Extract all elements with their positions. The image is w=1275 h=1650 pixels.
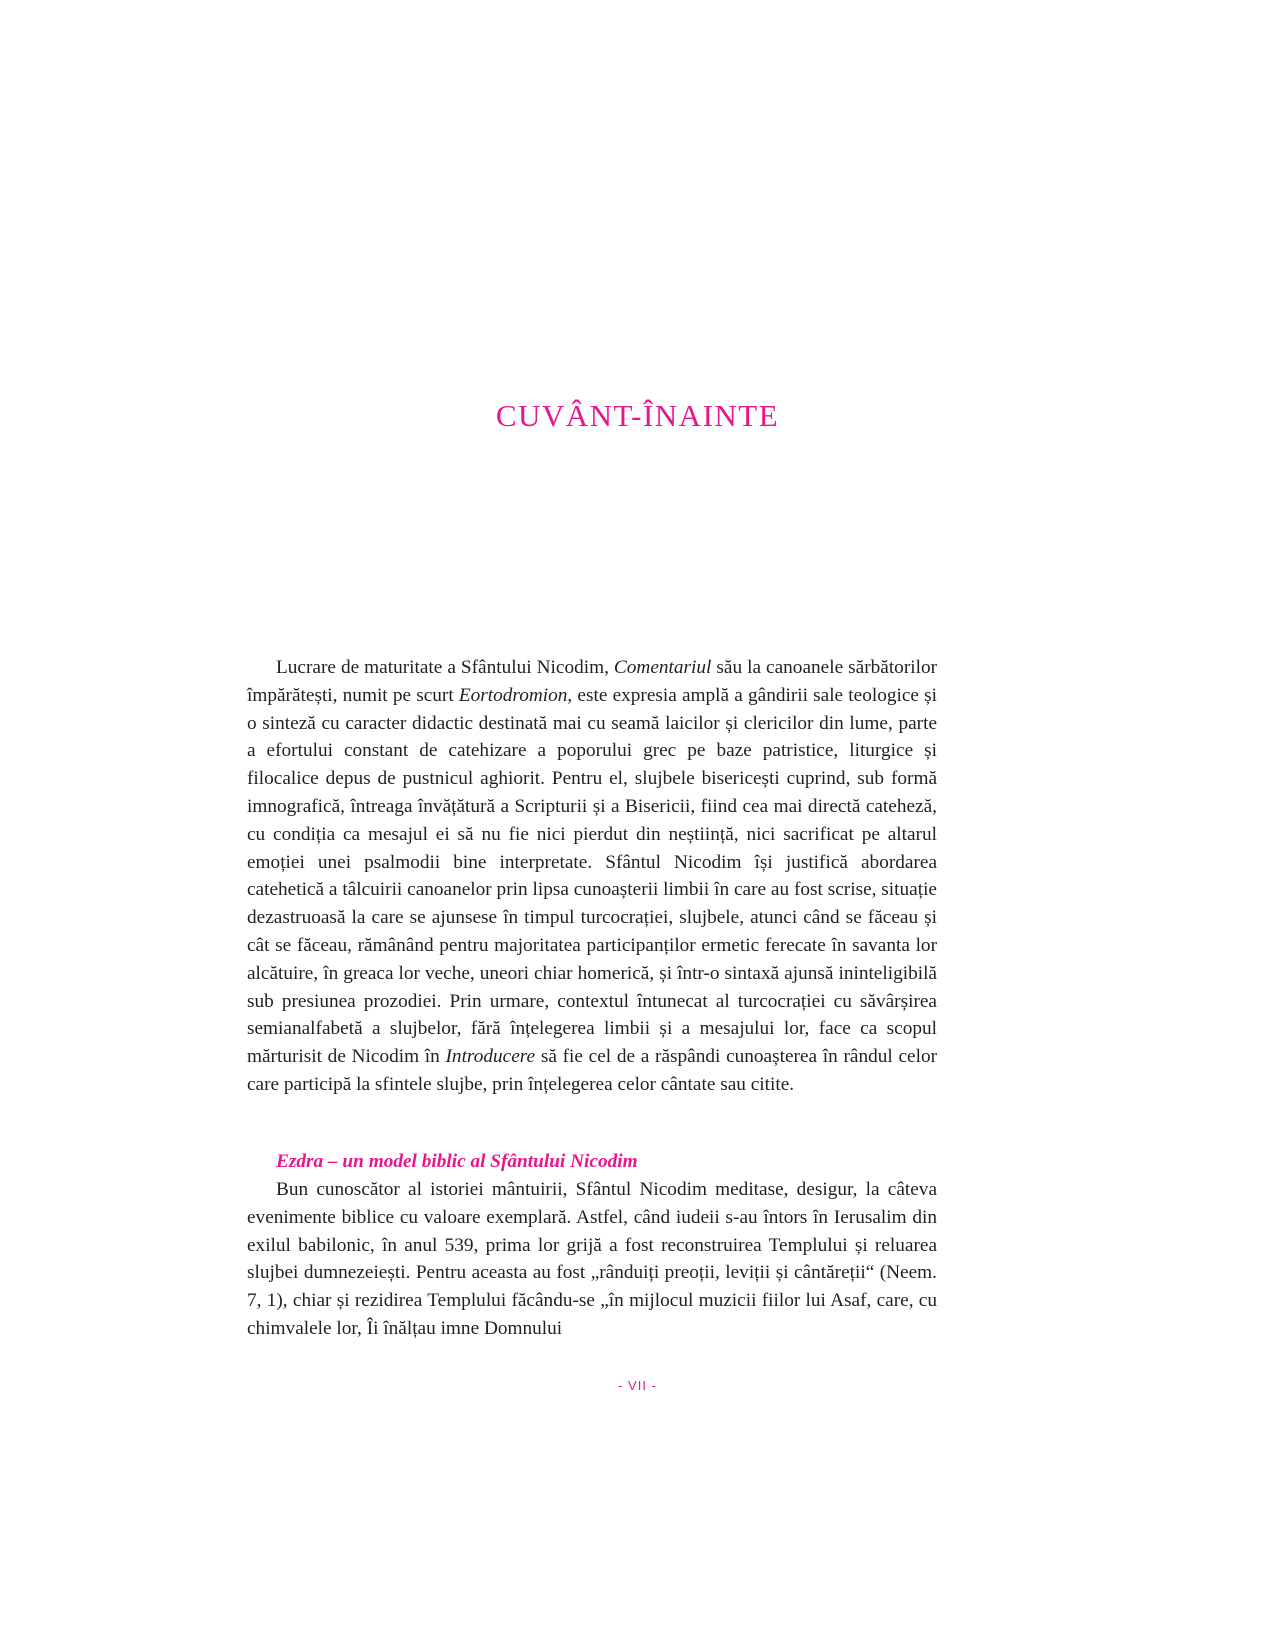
paragraph-text: să fie cel de a răspândi cunoașterea în rândul celor care participă la sfintele slujbe, prin înțelegerea celor cântate sau citite. <box>247 1046 938 1095</box>
chapter-title: CUVÂNT-ÎNAINTE <box>495 398 780 433</box>
paragraph-text: , este expresia amplă a gândirii sale teologice și o sinteză cu caracter didactic destinată mai cu seamă laicilor și clericilor din lume, parte a efortului constant de catehizare a poporului grec pe baze patristice, liturgice și filocalice depus de pustnicul aghiorit. Pentru el, slujbele bisericești cuprind, sub formă imnografică, întreaga învățătură a Scripturii și a Bisericii, fiind cea mai directă cateheză, cu condiția ca mesajul ei să nu fie nici pierdut din neștiință, nici sacrificat pe altarul emoției unei psalmodii bine interpretate. Sfântul Nicodim își justifică abordarea catehetică a tâlcuirii canoanelor prin lipsa cunoașterii limbii în care au fost scrise, situație dezastruoasă la care se ajunsese în timpul turcocrației, slujbele, atunci când se făceau și cât se făceau, rămânând pentru majoritatea participanților ermetic ferecate în savanta lor alcătuire, în greaca lor veche, uneori chiar homerică, și într-o sintaxă ajunsă ininteligibilă sub presiunea prozodiei. Prin urmare, contextul întunecat al turcocrației cu săvârșirea semianalfabetă a slujbelor, fără înțelegerea limbii și a mesajului lor, face ca scopul mărturisit de Nicodim în <box>247 684 937 1068</box>
section-heading: Ezdra – un model biblic al Sfântului Nicodim <box>276 1151 638 1172</box>
body-paragraph-1 <box>247 654 937 1099</box>
page-number: - VII - <box>618 1378 657 1393</box>
body-paragraph-2: Bun cunoscător al istoriei mântuirii, Sfântul Nicodim meditase, desigur, la câteva evenimente biblice cu valoare exemplară. Astfel, când iudeii s-au întors în Ierusalim din exilul babilonic, în anul 539, prima lor grijă a fost reconstruirea Templului și reluarea slujbei dumnezeiești. Pentru aceasta au fost „rânduiți preoții, leviții și cântăreții“ (Neem. 7, 1), chiar și rezidirea Templului făcându-se „în mijlocul muzicii fiilor lui Asaf, care, cu chimvalele lor, Îi înălțau imne Domnului <box>247 1179 937 1339</box>
italic-title-eortodromion: Eortodromion <box>458 684 568 706</box>
paragraph-text: Lucrare de maturitate a Sfântului Nicodim, <box>276 657 614 678</box>
paragraph-text: său la canoanele sărbătorilor împărătești, numit pe scurt <box>247 657 938 706</box>
italic-title-comentariul: Comentariul <box>613 657 712 678</box>
italic-title-introducere: Introducere <box>445 1046 536 1068</box>
